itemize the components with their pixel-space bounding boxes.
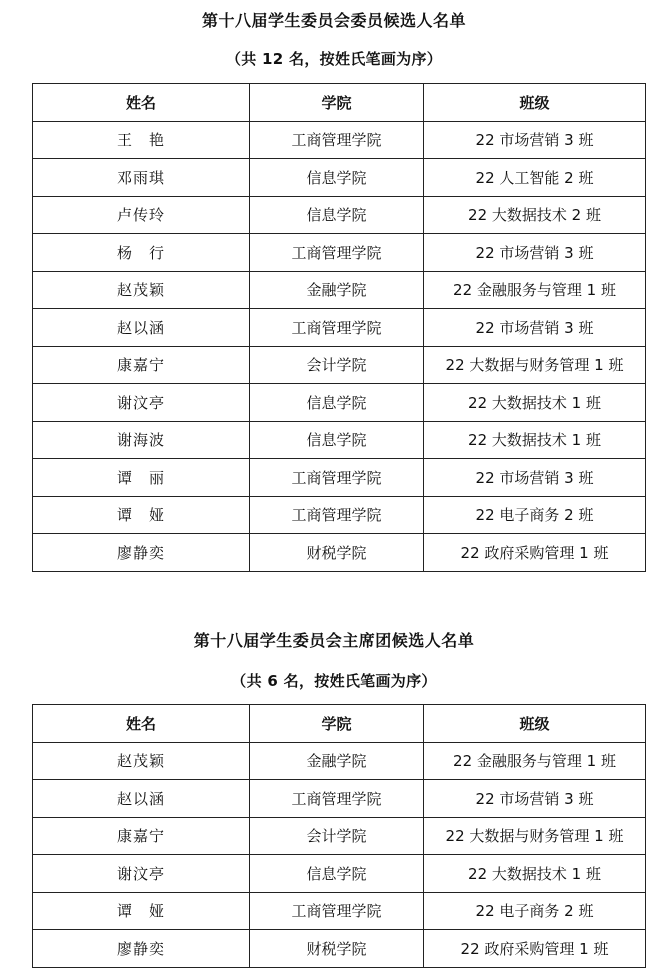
cell-class: 22 大数据技术 2 班 [424, 196, 646, 234]
cell-class: 22 金融服务与管理 1 班 [424, 271, 646, 309]
table-row [33, 742, 646, 780]
cell-name: 杨 行 [33, 234, 250, 272]
cell-college: 会计学院 [250, 817, 424, 855]
table-row [33, 309, 646, 347]
cell-college: 财税学院 [250, 534, 424, 572]
cell-college: 金融学院 [250, 742, 424, 780]
cell-class: 22 政府采购管理 1 班 [424, 534, 646, 572]
table-row [33, 384, 646, 422]
committee-list-subtitle: （共 12 名，按姓氏笔画为序） [225, 50, 443, 68]
table-row [33, 496, 646, 534]
table-row [33, 271, 646, 309]
presidium-list-subtitle: （共 6 名，按姓氏笔画为序） [231, 672, 437, 690]
cell-name: 赵茂颖 [33, 742, 250, 780]
cell-class: 22 大数据技术 1 班 [424, 421, 646, 459]
cell-college: 工商管理学院 [250, 892, 424, 930]
cell-name: 王 艳 [33, 121, 250, 159]
cell-college: 会计学院 [250, 346, 424, 384]
cell-class: 22 市场营销 3 班 [424, 121, 646, 159]
table-row [33, 421, 646, 459]
cell-college: 工商管理学院 [250, 309, 424, 347]
cell-college: 信息学院 [250, 159, 424, 197]
cell-class: 22 人工智能 2 班 [424, 159, 646, 197]
cell-class: 22 大数据与财务管理 1 班 [424, 817, 646, 855]
column-header-college: 学院 [250, 705, 424, 743]
cell-name: 谢汶亭 [33, 855, 250, 893]
column-header-class: 班级 [424, 84, 646, 122]
table-row [33, 121, 646, 159]
cell-name: 谢汶亭 [33, 384, 250, 422]
committee-list-title: 第十八届学生委员会委员候选人名单 [201, 11, 466, 30]
cell-college: 工商管理学院 [250, 234, 424, 272]
presidium-list-title: 第十八届学生委员会主席团候选人名单 [193, 631, 475, 650]
cell-name: 赵以涵 [33, 309, 250, 347]
cell-name: 谭 娅 [33, 892, 250, 930]
table-row [33, 892, 646, 930]
cell-class: 22 市场营销 3 班 [424, 309, 646, 347]
cell-class: 22 市场营销 3 班 [424, 780, 646, 818]
cell-name: 谢海波 [33, 421, 250, 459]
column-header-name: 姓名 [33, 705, 250, 743]
cell-college: 财税学院 [250, 930, 424, 968]
cell-name: 康嘉宁 [33, 346, 250, 384]
cell-college: 信息学院 [250, 855, 424, 893]
cell-college: 工商管理学院 [250, 121, 424, 159]
cell-college: 信息学院 [250, 421, 424, 459]
committee-candidates-table [32, 83, 646, 572]
cell-class: 22 大数据技术 1 班 [424, 855, 646, 893]
cell-class: 22 市场营销 3 班 [424, 234, 646, 272]
presidium-candidates-table [32, 704, 646, 968]
cell-college: 工商管理学院 [250, 780, 424, 818]
cell-name: 廖静奕 [33, 534, 250, 572]
cell-class: 22 电子商务 2 班 [424, 496, 646, 534]
table-row [33, 159, 646, 197]
cell-name: 赵以涵 [33, 780, 250, 818]
column-header-class: 班级 [424, 705, 646, 743]
cell-name: 邓雨琪 [33, 159, 250, 197]
table-row [33, 234, 646, 272]
cell-class: 22 金融服务与管理 1 班 [424, 742, 646, 780]
cell-college: 工商管理学院 [250, 496, 424, 534]
cell-name: 谭 娅 [33, 496, 250, 534]
cell-class: 22 电子商务 2 班 [424, 892, 646, 930]
cell-class: 22 市场营销 3 班 [424, 459, 646, 497]
cell-class: 22 政府采购管理 1 班 [424, 930, 646, 968]
table-header-row [33, 705, 646, 743]
cell-name: 卢传玲 [33, 196, 250, 234]
table-row [33, 459, 646, 497]
cell-college: 工商管理学院 [250, 459, 424, 497]
cell-college: 信息学院 [250, 196, 424, 234]
cell-college: 金融学院 [250, 271, 424, 309]
cell-name: 康嘉宁 [33, 817, 250, 855]
cell-class: 22 大数据与财务管理 1 班 [424, 346, 646, 384]
cell-name: 廖静奕 [33, 930, 250, 968]
table-header-row [33, 84, 646, 122]
table-row [33, 346, 646, 384]
cell-name: 赵茂颖 [33, 271, 250, 309]
cell-name: 谭 丽 [33, 459, 250, 497]
table-row [33, 855, 646, 893]
cell-college: 信息学院 [250, 384, 424, 422]
column-header-college: 学院 [250, 84, 424, 122]
table-row [33, 930, 646, 968]
table-row [33, 817, 646, 855]
table-row [33, 534, 646, 572]
table-row [33, 196, 646, 234]
cell-class: 22 大数据技术 1 班 [424, 384, 646, 422]
column-header-name: 姓名 [33, 84, 250, 122]
table-row [33, 780, 646, 818]
